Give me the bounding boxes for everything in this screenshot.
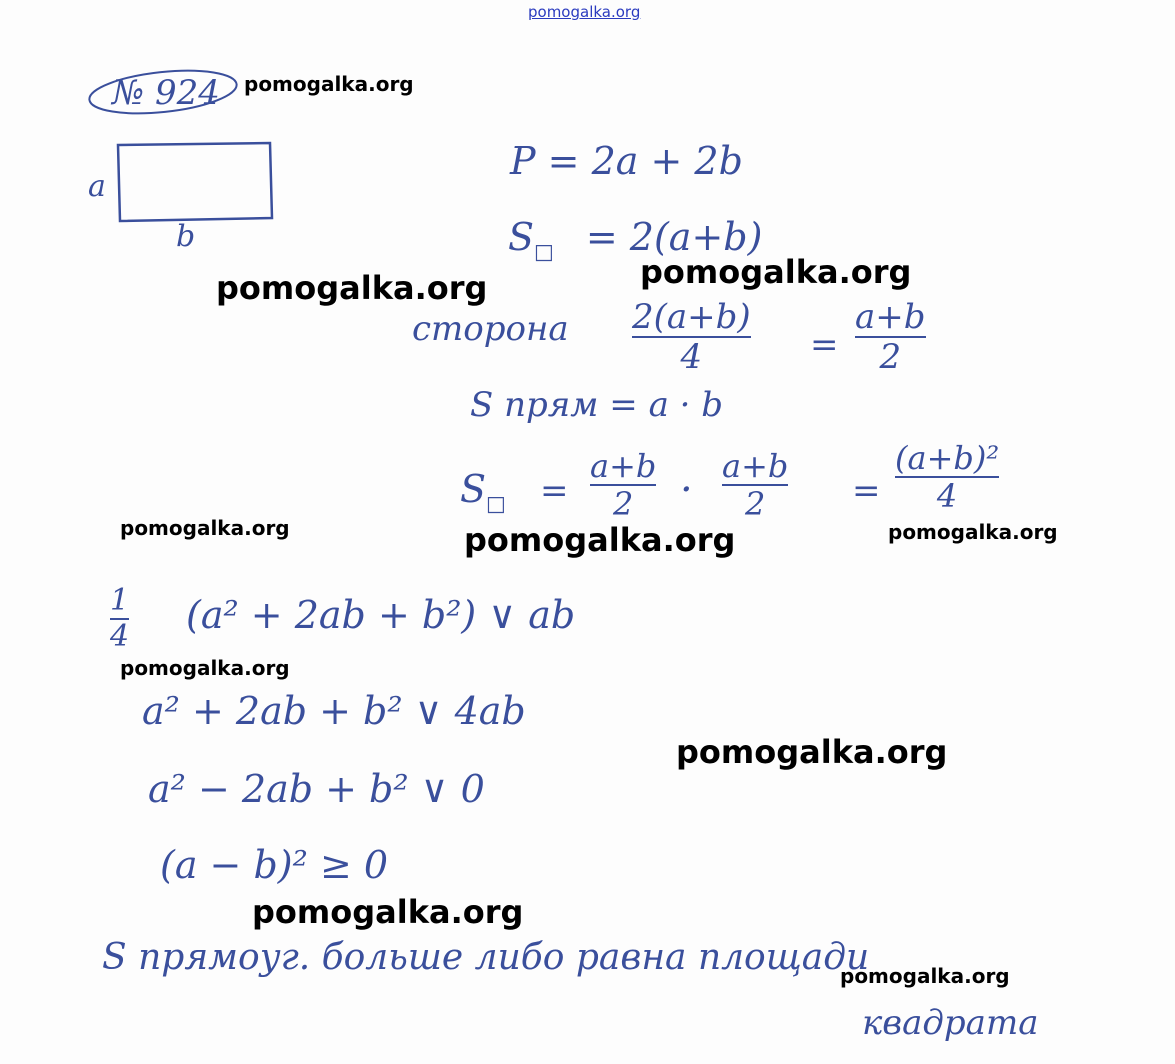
square-perimeter-rhs: = 2(a+b) — [585, 215, 763, 259]
comparison-line-3: a² − 2ab + b² ∨ 0 — [148, 767, 485, 811]
side-a-label: a — [88, 169, 106, 204]
conclusion-line-2: квадрата — [862, 1003, 1039, 1043]
square-area-s: S — [460, 467, 487, 511]
quarter-den: 4 — [110, 619, 130, 654]
conclusion-line-1: S прямоуг. больше либо равна площади — [102, 937, 870, 978]
square-symbol: □ — [534, 239, 554, 264]
side-result-num: a+b — [855, 297, 926, 337]
site-link[interactable]: pomogalka.org — [528, 3, 641, 21]
watermark: pomogalka.org — [464, 521, 736, 559]
watermark: pomogalka.org — [676, 733, 948, 771]
factor-1-den: 2 — [613, 485, 634, 523]
comparison-quarter — [110, 583, 130, 654]
side-result-fraction — [855, 297, 926, 377]
square-symbol: □ — [486, 491, 506, 516]
side-fraction-den: 4 — [680, 337, 703, 377]
side-word: сторона — [412, 309, 569, 349]
side-fraction — [632, 297, 751, 377]
watermark: pomogalka.org — [888, 520, 1058, 544]
watermark: pomogalka.org — [120, 656, 290, 680]
factor-2-num: a+b — [722, 447, 789, 485]
side-result-den: 2 — [879, 337, 902, 377]
watermark: pomogalka.org — [840, 964, 1010, 988]
square-area-result-num: (a+b)² — [895, 439, 1000, 477]
square-area-equals: = — [540, 471, 569, 511]
watermark: pomogalka.org — [252, 893, 524, 931]
factor-1-num: a+b — [590, 447, 657, 485]
side-equals: = — [810, 325, 839, 365]
quarter-num: 1 — [110, 583, 130, 618]
watermark: pomogalka.org — [216, 269, 488, 307]
side-fraction-num: 2(a+b) — [632, 297, 751, 337]
side-b-label: b — [176, 219, 196, 254]
comparison-line-2: a² + 2ab + b² ∨ 4ab — [142, 689, 526, 733]
square-area-factor-2 — [722, 447, 789, 523]
perimeter-formula: P = 2a + 2b — [510, 139, 743, 183]
square-area-result — [895, 439, 1000, 515]
square-area-equals-2: = — [852, 471, 881, 511]
square-area-factor-1 — [590, 447, 657, 523]
watermark: pomogalka.org — [640, 253, 912, 291]
square-area-lhs — [460, 467, 506, 516]
square-area-dot: · — [680, 467, 693, 513]
rect-area-formula: S прям = a · b — [470, 385, 724, 425]
comparison-line-1: (a² + 2ab + b²) ∨ ab — [186, 593, 576, 637]
task-number: № 924 — [112, 73, 220, 113]
watermark: pomogalka.org — [120, 516, 290, 540]
factor-2-den: 2 — [745, 485, 766, 523]
square-area-result-den: 4 — [936, 477, 958, 515]
watermark: pomogalka.org — [244, 72, 414, 96]
comparison-line-4: (a − b)² ≥ 0 — [160, 843, 389, 887]
square-perimeter-lhs: S — [508, 215, 535, 259]
